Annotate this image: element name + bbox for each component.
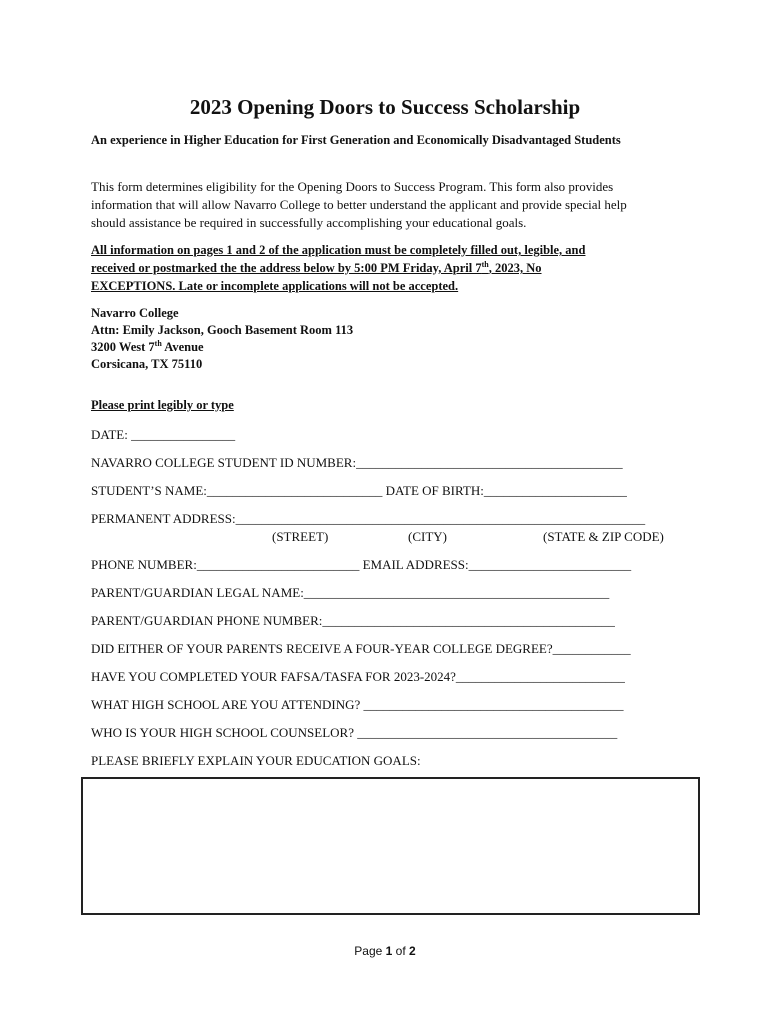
parent-phone-field[interactable]: PARENT/GUARDIAN PHONE NUMBER:_____________________________________________ [91, 613, 615, 628]
address-city: Corsicana, TX 75110 [91, 357, 203, 371]
intro-line-1: This form determines eligibility for the Opening Doors to Success Program. This form also provides [91, 179, 614, 194]
goals-label: PLEASE BRIEFLY EXPLAIN YOUR EDUCATION GOALS: [91, 753, 421, 768]
footer-of-word: of [395, 944, 406, 958]
footer-page-number: 1 [385, 944, 393, 958]
state-zip-sublabel: (STATE & ZIP CODE) [543, 529, 664, 544]
student-id-field[interactable]: NAVARRO COLLEGE STUDENT ID NUMBER:_________________________________________ [91, 455, 623, 470]
notice-line-2-end: , 2023, No [488, 261, 542, 275]
address-street-end: Avenue [161, 340, 204, 354]
date-field[interactable]: DATE: ________________ [91, 427, 236, 442]
intro-line-2: information that will allow Navarro College to better understand the applicant and provide special help [91, 197, 627, 212]
notice-line-1: All information on pages 1 and 2 of the application must be completely filled out, legible, and [91, 243, 586, 257]
deadline-notice [91, 241, 585, 295]
city-sublabel: (CITY) [408, 529, 447, 544]
address-attn: Attn: Emily Jackson, Gooch Basement Room 113 [91, 323, 354, 337]
phone-email-field[interactable]: PHONE NUMBER:_________________________ EMAIL ADDRESS:_________________________ [91, 557, 632, 572]
fafsa-field[interactable]: HAVE YOU COMPLETED YOUR FAFSA/TASFA FOR 2023-2024?__________________________ [91, 669, 625, 684]
intro-line-3: should assistance be required in successfully accomplishing your educational goals. [91, 215, 527, 230]
parents-degree-field[interactable]: DID EITHER OF YOUR PARENTS RECEIVE A FOUR-YEAR COLLEGE DEGREE?____________ [91, 641, 631, 656]
notice-superscript: th [481, 259, 489, 269]
high-school-field[interactable]: WHAT HIGH SCHOOL ARE YOU ATTENDING? ________________________________________ [91, 697, 624, 712]
footer-page-word: Page [354, 944, 383, 958]
address-superscript: th [154, 338, 162, 348]
address-name: Navarro College [91, 306, 179, 320]
address-street [91, 339, 353, 356]
page-subtitle: An experience in Higher Education for First Generation and Economically Disadvantaged Students [91, 133, 621, 147]
street-sublabel: (STREET) [272, 529, 329, 544]
permanent-address-field[interactable]: PERMANENT ADDRESS:_______________________________________________________________ [91, 511, 646, 526]
notice-line-2 [91, 259, 585, 277]
education-goals-textbox[interactable] [81, 777, 700, 915]
address-street-text: 3200 West 7 [91, 340, 155, 354]
counselor-field[interactable]: WHO IS YOUR HIGH SCHOOL COUNSELOR? ________________________________________ [91, 725, 618, 740]
mailing-address [91, 305, 353, 373]
section-heading: Please print legibly or type [91, 398, 234, 412]
notice-line-2-text: received or postmarked the the address below by 5:00 PM Friday, April 7 [91, 261, 482, 275]
page-footer [0, 944, 770, 958]
page-title: 2023 Opening Doors to Success Scholarship [189, 95, 581, 119]
intro-paragraph [91, 178, 681, 232]
name-dob-field[interactable]: STUDENT’S NAME:___________________________ DATE OF BIRTH:______________________ [91, 483, 627, 498]
parent-name-field[interactable]: PARENT/GUARDIAN LEGAL NAME:_______________________________________________ [91, 585, 610, 600]
footer-page-total: 2 [409, 944, 416, 958]
notice-line-3: EXCEPTIONS. Late or incomplete applications will not be accepted. [91, 279, 459, 293]
